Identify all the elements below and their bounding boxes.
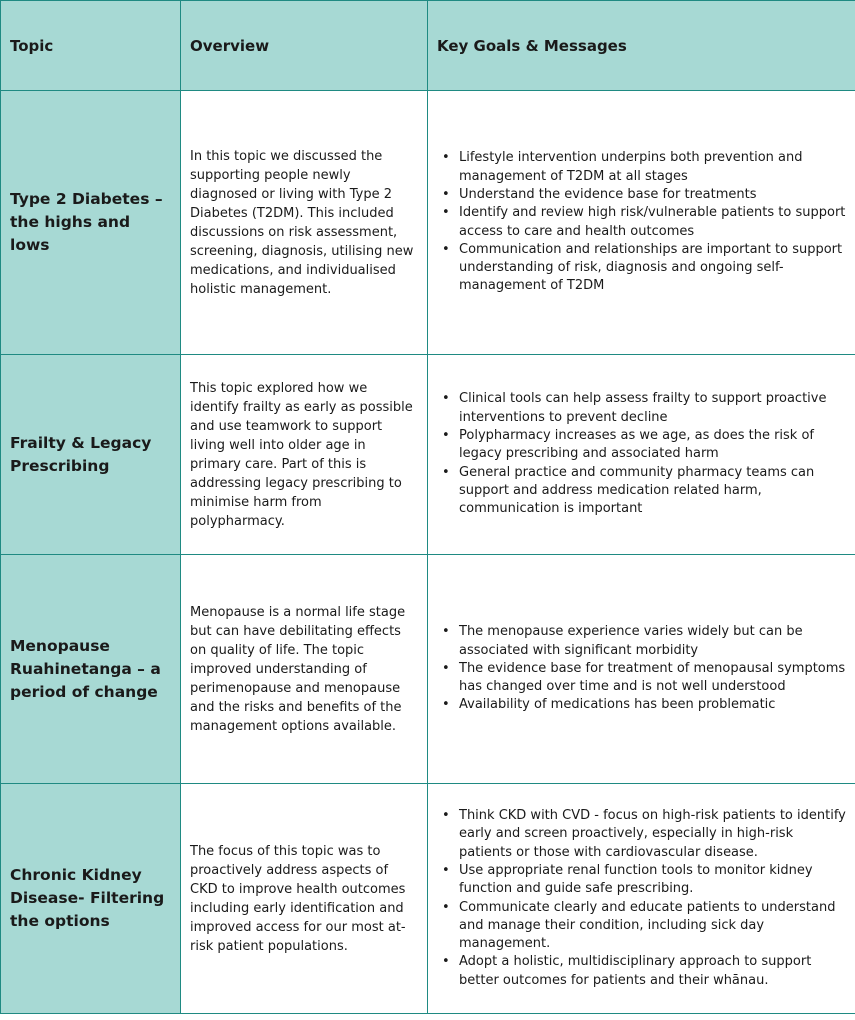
bullet-icon: • bbox=[442, 624, 450, 640]
goal-item: • Lifestyle intervention underpins both prevention and management of T2DM at all stages bbox=[442, 150, 803, 184]
goal-item: • Communicate clearly and educate patients to understand and manage their condition, including sick day management. bbox=[442, 899, 836, 952]
goal-item: • Communication and relationships are important to support understanding of risk, diagnosis and ongoing self-management of T2DM bbox=[442, 241, 843, 294]
table-row bbox=[1, 555, 855, 784]
bullet-icon: • bbox=[442, 241, 450, 257]
bullet-icon: • bbox=[442, 464, 450, 480]
bullet-icon: • bbox=[442, 808, 450, 824]
goal-item: • Use appropriate renal function tools to monitor kidney function and guide safe prescribing. bbox=[442, 862, 813, 897]
goals-cell bbox=[428, 555, 855, 784]
header-topic: Topic bbox=[1, 1, 181, 91]
overview-cell: Menopause is a normal life stage but can have debilitating effects on quality of life. The topic improved understanding of perimenopause and menopause and the risks and benefits of the management options available. bbox=[181, 555, 428, 784]
topic-cell: Frailty & Legacy Prescribing bbox=[1, 355, 181, 555]
goals-list bbox=[440, 149, 849, 295]
goals-list bbox=[440, 623, 849, 714]
header-row bbox=[1, 1, 855, 91]
bullet-icon: • bbox=[442, 697, 450, 713]
table-row bbox=[1, 355, 855, 555]
goal-item: • Availability of medications has been problematic bbox=[459, 696, 849, 714]
bullet-icon: • bbox=[442, 150, 450, 166]
goals-cell bbox=[428, 355, 855, 555]
goal-item: • Clinical tools can help assess frailty to support proactive interventions to prevent decline bbox=[442, 391, 827, 425]
topic-cell: Chronic Kidney Disease- Filtering the options bbox=[1, 784, 181, 1014]
topic-cell: Type 2 Diabetes – the highs and lows bbox=[1, 91, 181, 355]
goals-list bbox=[440, 807, 849, 990]
bullet-icon: • bbox=[442, 954, 450, 970]
goal-item: • The menopause experience varies widely but can be associated with significant morbidity bbox=[442, 624, 803, 658]
bullet-icon: • bbox=[442, 660, 450, 676]
bullet-icon: • bbox=[442, 862, 450, 878]
goal-item: • Adopt a holistic, multidisciplinary approach to support better outcomes for patients and their whānau. bbox=[442, 954, 812, 988]
header-overview: Overview bbox=[181, 1, 428, 91]
table-row bbox=[1, 784, 855, 1014]
header-goals: Key Goals & Messages bbox=[428, 1, 855, 91]
goal-item: • Think CKD with CVD - focus on high-risk patients to identify early and screen proactively, especially in high-risk patients or those with cardiovascular disease. bbox=[442, 808, 846, 860]
goal-item: • General practice and community pharmacy teams can support and address medication related harm, communication is important bbox=[442, 464, 815, 517]
table-row bbox=[1, 91, 855, 355]
goals-cell bbox=[428, 784, 855, 1014]
overview-cell: In this topic we discussed the supporting people newly diagnosed or living with Type 2 Diabetes (T2DM). This included discussions on risk assessment, screening, diagnosis, utilising new medications, and individualised holistic management. bbox=[181, 91, 428, 355]
goals-cell bbox=[428, 91, 855, 355]
overview-cell: This topic explored how we identify frailty as early as possible and use teamwork to support living well into older age in primary care. Part of this is addressing legacy prescribing to minimise harm from polypharmacy. bbox=[181, 355, 428, 555]
goals-list bbox=[440, 390, 849, 518]
goal-item: • Polypharmacy increases as we age, as does the risk of legacy prescribing and associated harm bbox=[442, 428, 814, 462]
bullet-icon: • bbox=[442, 428, 450, 444]
goal-item: • Understand the evidence base for treatments bbox=[459, 186, 849, 204]
bullet-icon: • bbox=[442, 391, 450, 407]
bullet-icon: • bbox=[442, 899, 450, 915]
topic-cell: Menopause Ruahinetanga – a period of change bbox=[1, 555, 181, 784]
goal-item: • Identify and review high risk/vulnerable patients to support access to care and health outcomes bbox=[442, 205, 846, 239]
goal-item: • The evidence base for treatment of menopausal symptoms has changed over time and is not well understood bbox=[442, 660, 846, 695]
overview-cell: The focus of this topic was to proactively address aspects of CKD to improve health outcomes including early identification and improved access for our most at-risk patient populations. bbox=[181, 784, 428, 1014]
bullet-icon: • bbox=[442, 186, 450, 202]
bullet-icon: • bbox=[442, 205, 450, 221]
